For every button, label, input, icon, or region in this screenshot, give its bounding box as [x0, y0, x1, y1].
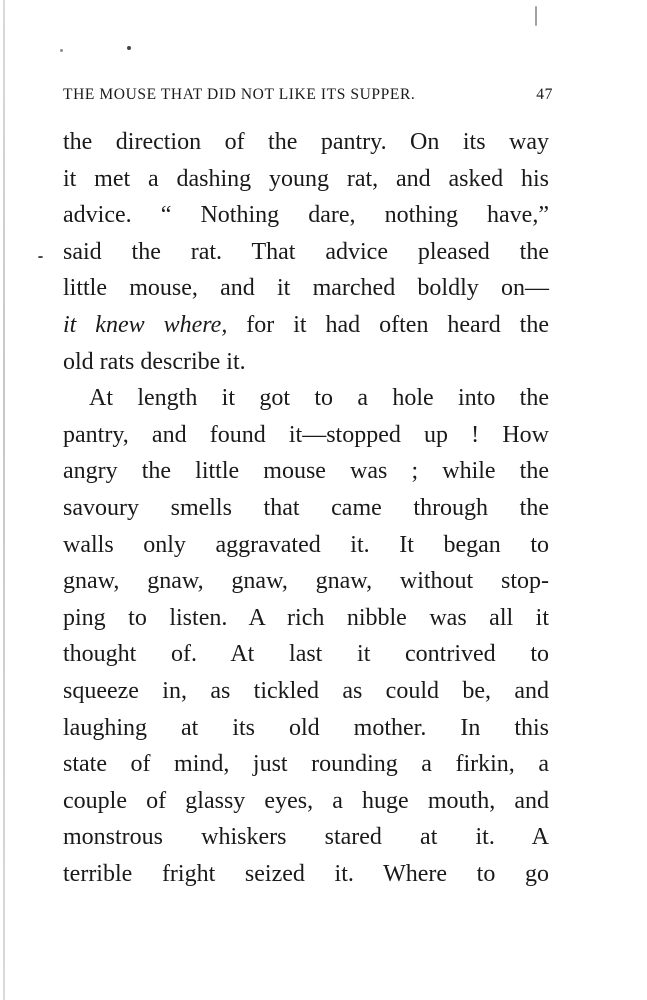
text-line: ping to listen. A rich nibble was all it [63, 604, 549, 631]
text-line: said the rat. That advice pleased the [63, 238, 549, 265]
italic-phrase: it knew where, [63, 311, 228, 338]
text-line: monstrous whiskers stared at it. A [63, 824, 549, 851]
ink-speck [38, 256, 43, 258]
binding-edge [3, 0, 5, 1000]
text-line: laughing at its old mother. In this [63, 714, 549, 741]
text-line [63, 307, 549, 344]
text-line: terrible fright seized it. Where to go [63, 860, 549, 887]
text-line: pantry, and found it—stopped up ! How [63, 421, 549, 448]
text-line: walls only aggravated it. It began to [63, 531, 549, 558]
text-line: advice. “ Nothing dare, nothing have,” [63, 202, 549, 229]
text-line: little mouse, and it marched boldly on— [63, 275, 549, 302]
text-line: it met a dashing young rat, and asked his [63, 165, 549, 192]
text-line: thought of. At last it contrived to [63, 641, 549, 668]
text-line: gnaw, gnaw, gnaw, gnaw, without stop- [63, 568, 549, 595]
body-text [63, 124, 549, 892]
ink-speck [60, 49, 63, 52]
ink-speck [535, 6, 537, 26]
text-line-rest: for it had often heard the [227, 311, 549, 338]
text-line: savoury smells that came through the [63, 494, 549, 521]
page-number: 47 [536, 86, 553, 103]
text-line: At length it got to a hole into the [89, 385, 549, 412]
text-line: state of mind, just rounding a firkin, a [63, 751, 549, 778]
text-line: old rats describe it. [63, 348, 246, 375]
text-line: the direction of the pantry. On its way [63, 129, 549, 155]
running-head-title: THE MOUSE THAT DID NOT LIKE ITS SUPPER. [63, 86, 416, 103]
text-line: angry the little mouse was ; while the [63, 458, 549, 485]
text-line: squeeze in, as tickled as could be, and [63, 677, 549, 704]
text-line: couple of glassy eyes, a huge mouth, and [63, 787, 549, 814]
ink-speck [127, 46, 131, 50]
